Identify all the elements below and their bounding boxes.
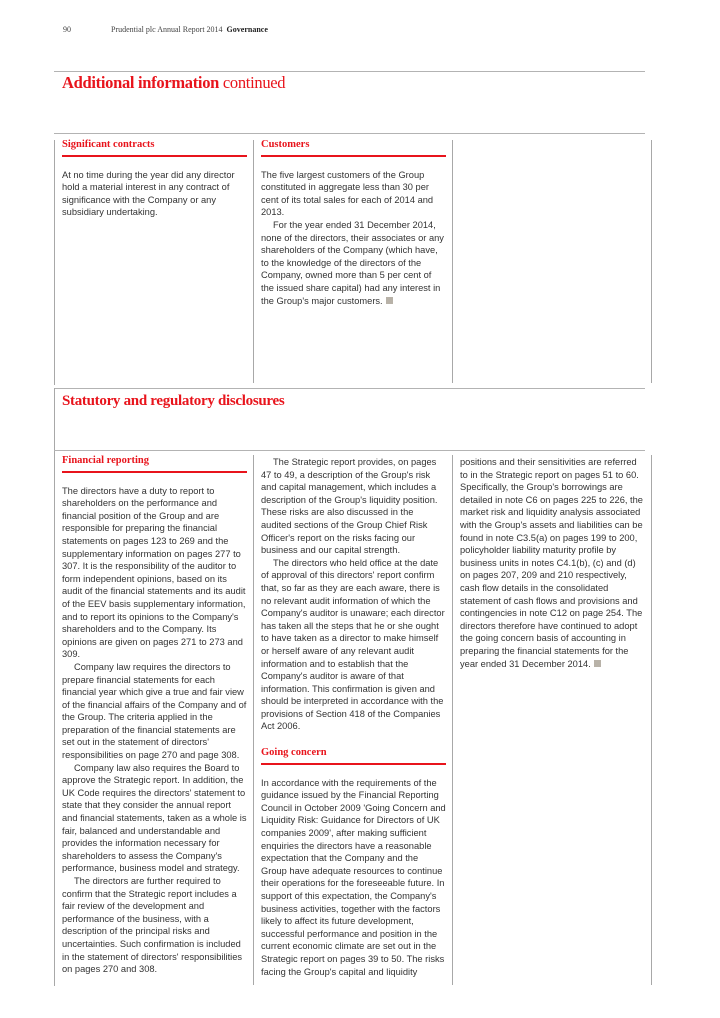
paragraph [261, 219, 446, 307]
paragraph: The Strategic report provides, on pages 47 to 49, a description of the Group's risk and capital management, which includes a description of the Group's liquidity position. These risks are also discussed in the audited sections of the Group Chief Risk Officer's report on the risks facing our business and our capital strength. [261, 457, 438, 556]
paragraph: At no time during the year did any director hold a material interest in any contract of significance with the Company or any subsidiary undertaking. [62, 169, 235, 218]
section-title: Statutory and regulatory disclosures [62, 393, 285, 409]
significant-contracts-section [62, 139, 247, 219]
paragraph: The five largest customers of the Group constituted in aggregate less than 30 per cent of its total sales for each of 2014 and 2013. [261, 169, 434, 218]
column-rule [54, 140, 55, 385]
divider [54, 450, 645, 451]
going-concern-col-3 [460, 456, 645, 670]
paragraph: In accordance with the requirements of the guidance issued by the Financial Reporting Council in October 2009 'Going Concern and Liquidity Risk: Guidance for Directors of UK companies 2009', after making sufficient enquiries the directors have a reasonable expectation that the Company and the Group have adequate resources to continue their operations for the foreseeable future. In support of this expectation, the Company's business activities, together with the factors likely to affect its future development, successful performance and position in the current economic climate are set out in the Strategic report on pages 39 to 50. The risks facing the Group's capital and liquidity [261, 777, 446, 977]
page-title-main: Additional information [62, 73, 220, 92]
column-rule [651, 455, 652, 985]
section-heading: Significant contracts [62, 139, 247, 157]
divider [54, 133, 645, 134]
paragraph: Company law requires the directors to prepare financial statements for each financial year which give a true and fair view of the financial affairs of the Company and of the Group. The criteria applied in the preparation of the financial statements are set out in the statement of directors' responsibilities on page 270 and page 308. [62, 661, 247, 761]
divider [54, 388, 645, 389]
section-heading: Customers [261, 139, 446, 157]
paragraph [460, 456, 645, 670]
paragraph: The directors who held office at the date of approval of this directors' report confirm that, so far as they are each aware, there is no relevant audit information of which the Company's auditor is unaware; each director has taken all the steps that he or she ought to have taken as a director to make himself or herself aware of any relevant audit information and to establish that the Company's auditor is aware of that information. This confirmation is given and should be interpreted in accordance with the provisions of Section 418 of the Companies Act 2006. [261, 557, 445, 732]
paragraph: The directors are further required to confirm that the Strategic report includes a fair review of the development and performance of the business, with a description of the principal risks and uncertainties. Such confirmation is included in the statement of directors' responsibilities on pages 270 and 308. [62, 876, 243, 975]
page-title [62, 73, 285, 93]
publication-name: Prudential plc Annual Report 2014 [111, 25, 223, 34]
column-rule [452, 140, 453, 383]
column-rule [54, 388, 55, 986]
page-title-suffix: continued [222, 73, 286, 92]
end-mark-icon [594, 660, 601, 667]
financial-reporting-col-1 [62, 455, 247, 976]
end-mark-icon [386, 297, 393, 304]
section-name: Governance [226, 25, 268, 34]
divider [54, 71, 645, 72]
column-rule [651, 140, 652, 383]
page-number: 90 [63, 25, 71, 34]
column-rule [253, 140, 254, 383]
column-rule [253, 455, 254, 985]
paragraph: Company law also requires the Board to approve the Strategic report. In addition, the UK Code requires the directors' statement to state that they consider the annual report and financial statements, taken as a whole is fair, balanced and understandable and provides the information necessary for shareholders to assess the Company's performance, business model and strategy. [62, 762, 247, 874]
customers-section [261, 139, 446, 307]
section-heading: Financial reporting [62, 455, 247, 473]
paragraph-text: For the year ended 31 December 2014, none of the directors, their associates or any shareholders of the Company (which have, to the knowledge of the directors of the Company, owned more than 5 per cent of the issued share capital) had any interest in the Group's major customers. [261, 219, 444, 306]
paragraph-text: positions and their sensitivities are referred to in the Strategic report on pages 51 to 60. Specifically, the Group's borrowings are detailed in note C6 on pages 225 to 226, the market risk and liquidity analysis associated with the Group's assets and liabilities can be found in note C3.5(a) on pages 199 to 200, policyholder liability maturity profile by business units in notes C4.1(b), (c) and (d) on pages 207, 209 and 210 respectively, cash flow details in the consolidated statement of cash flows and provisions and contingencies in note C12 on page 254. The directors therefore have continued to adopt the going concern basis of accounting in preparing the financial statements for the year ended 31 December 2014. [460, 457, 643, 669]
section-heading: Going concern [261, 747, 446, 765]
column-rule [452, 455, 453, 985]
financial-reporting-col-2 [261, 456, 446, 978]
running-header [63, 25, 268, 34]
paragraph: The directors have a duty to report to shareholders on the performance and financial position of the Group and are responsible for preparing the financial statements on pages 123 to 269 and the supplementary information on pages 277 to 307. It is the responsibility of the auditor to form independent opinions, based on its audit of the financial statements and its audit of the EEV basis supplementary information, and to report its opinions to the Company's shareholders and to the Company. Its opinions are given on pages 271 to 273 and 309. [62, 485, 246, 660]
